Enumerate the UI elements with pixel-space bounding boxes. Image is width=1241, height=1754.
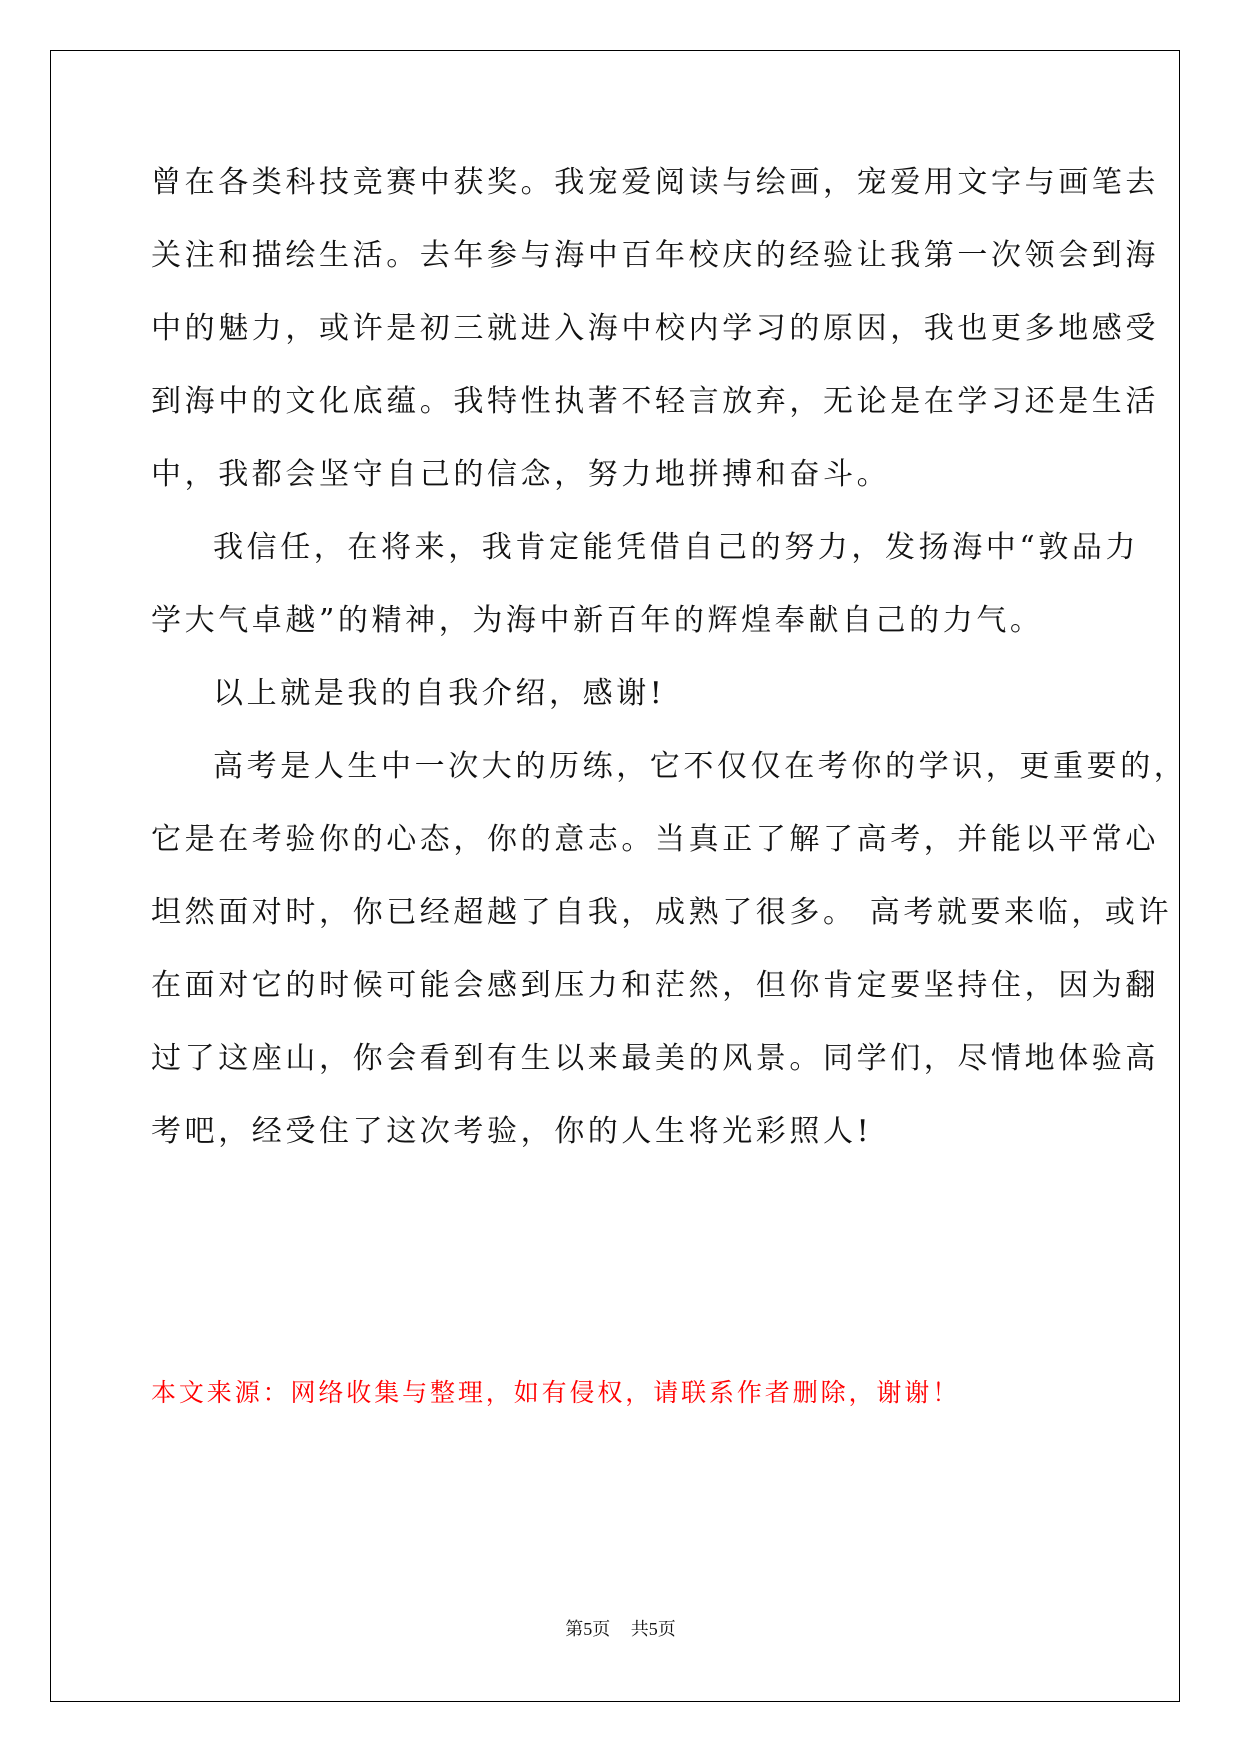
body-line-11: 坦然面对时，你已经超越了自我，成熟了很多。 高考就要来临，或许 [151, 895, 1173, 930]
body-line-14: 考吧，经受住了这次考验，你的人生将光彩照人! [151, 1114, 873, 1149]
body-line-7: 学大气卓越”的精神，为海中新百年的辉煌奉献自己的力气。 [151, 603, 1044, 638]
body-line-12: 在面对它的时候可能会感到压力和茫然，但你肯定要坚持住，因为翻 [151, 968, 1159, 1003]
source-disclaimer: 本文来源：网络收集与整理，如有侵权，请联系作者删除，谢谢！ [151, 1378, 961, 1407]
page-frame [50, 50, 1180, 1702]
body-line-1: 曾在各类科技竞赛中获奖。我宠爱阅读与绘画，宠爱用文字与画笔去 [151, 165, 1159, 200]
body-line-4: 到海中的文化底蕴。我特性执著不轻言放弃，无论是在学习还是生活 [151, 384, 1159, 419]
body-line-9: 高考是人生中一次大的历练，它不仅仅在考你的学识，更重要的， [213, 749, 1188, 784]
body-line-3: 中的魅力，或许是初三就进入海中校内学习的原因，我也更多地感受 [151, 311, 1159, 346]
body-line-13: 过了这座山，你会看到有生以来最美的风景。同学们，尽情地体验高 [151, 1041, 1159, 1076]
body-line-5: 中，我都会坚守自己的信念，努力地拼搏和奋斗。 [151, 457, 891, 492]
total-pages-label: 共5页 [630, 1619, 676, 1639]
page-footer [0, 1617, 1241, 1641]
current-page-label: 第5页 [565, 1619, 611, 1639]
body-line-10: 它是在考验你的心态，你的意志。当真正了解了高考，并能以平常心 [151, 822, 1159, 857]
body-line-8: 以上就是我的自我介绍，感谢! [213, 676, 666, 711]
body-line-6: 我信任，在将来，我肯定能凭借自己的努力，发扬海中“敦品力 [213, 530, 1140, 565]
body-line-2: 关注和描绘生活。去年参与海中百年校庆的经验让我第一次领会到海 [151, 238, 1159, 273]
